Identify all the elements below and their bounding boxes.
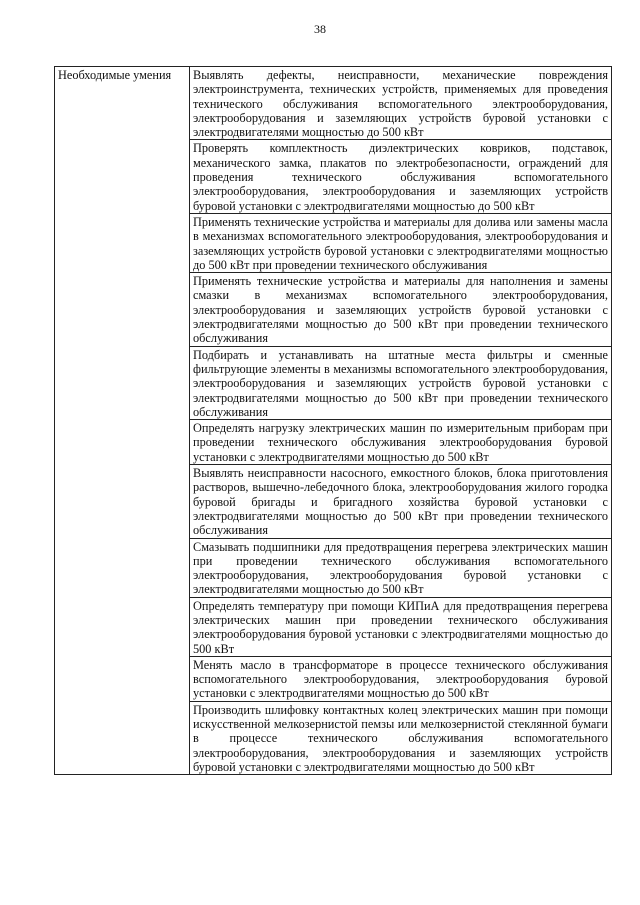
- skill-item: Подбирать и устанавливать на штатные места фильтры и сменные фильтрующие элементы в механизмы вспомогательного электрооборудования, электрооборудования и заземляющих устройств буровой установки с электродвигателями мощностью до 500 кВт при проведении технического обслуживания: [190, 346, 612, 419]
- skill-item: Определять температуру при помощи КИПиА для предотвращения перегрева электрических машин при проведении технического обслуживания электрооборудования буровой установки с электродвигателями мощностью до 500 кВт: [190, 597, 612, 656]
- skill-item: Выявлять неисправности насосного, емкостного блоков, блока приготовления растворов, вышечно-лебедочного блока, электрооборудования жилого городка буровой бригады и бригадного хозяйства буровой установки с электродвигателями мощностью до 500 кВт при проведении технического обслуживания: [190, 465, 612, 538]
- skills-table: [54, 66, 612, 775]
- skill-item: Применять технические устройства и материалы для долива или замены масла в механизмах вспомогательного электрооборудования, электрооборудования и заземляющих устройств буровой установки с электродвигателями мощностью до 500 кВт при проведении технического обслуживания: [190, 213, 612, 272]
- table-row: [55, 67, 612, 140]
- section-label: Необходимые умения: [55, 67, 190, 775]
- skill-item: Выявлять дефекты, неисправности, механические повреждения электроинструмента, технических устройств, применяемых для проведения технического обслуживания вспомогательного электрооборудования, электрооборудования и заземляющих устройств буровой установки с электродвигателями мощностью до 500 кВт: [190, 67, 612, 140]
- skill-item: Определять нагрузку электрических машин по измерительным приборам при проведении технического обслуживания электрооборудования буровой установки с электродвигателями мощностью до 500 кВт: [190, 420, 612, 465]
- skill-item: Проверять комплектность диэлектрических ковриков, подставок, механического замка, плакатов по электробезопасности, ограждений для проведения технического обслуживания вспомогательного электрооборудования, электрооборудования и заземляющих устройств буровой установки с электродвигателями мощностью до 500 кВт: [190, 140, 612, 213]
- skill-item: Производить шлифовку контактных колец электрических машин при помощи искусственной мелкозернистой пемзы или мелкозернистой стеклянной бумаги в процессе технического обслуживания вспомогательного электрооборудования, электрооборудования и заземляющих устройств буровой установки с электродвигателями мощностью до 500 кВт: [190, 701, 612, 774]
- page-number: 38: [314, 22, 326, 36]
- skill-item: Смазывать подшипники для предотвращения перегрева электрических машин при проведении технического обслуживания вспомогательного электрооборудования, электрооборудования буровой установки с электродвигателями мощностью до 500 кВт: [190, 538, 612, 597]
- skill-item: Применять технические устройства и материалы для наполнения и замены смазки в механизмах вспомогательного электрооборудования, электрооборудования и заземляющих устройств буровой установки с электродвигателями мощностью до 500 кВт при проведении технического обслуживания: [190, 273, 612, 346]
- skill-item: Менять масло в трансформаторе в процессе технического обслуживания вспомогательного электрооборудования, электрооборудования буровой установки с электродвигателями мощностью до 500 кВт: [190, 656, 612, 701]
